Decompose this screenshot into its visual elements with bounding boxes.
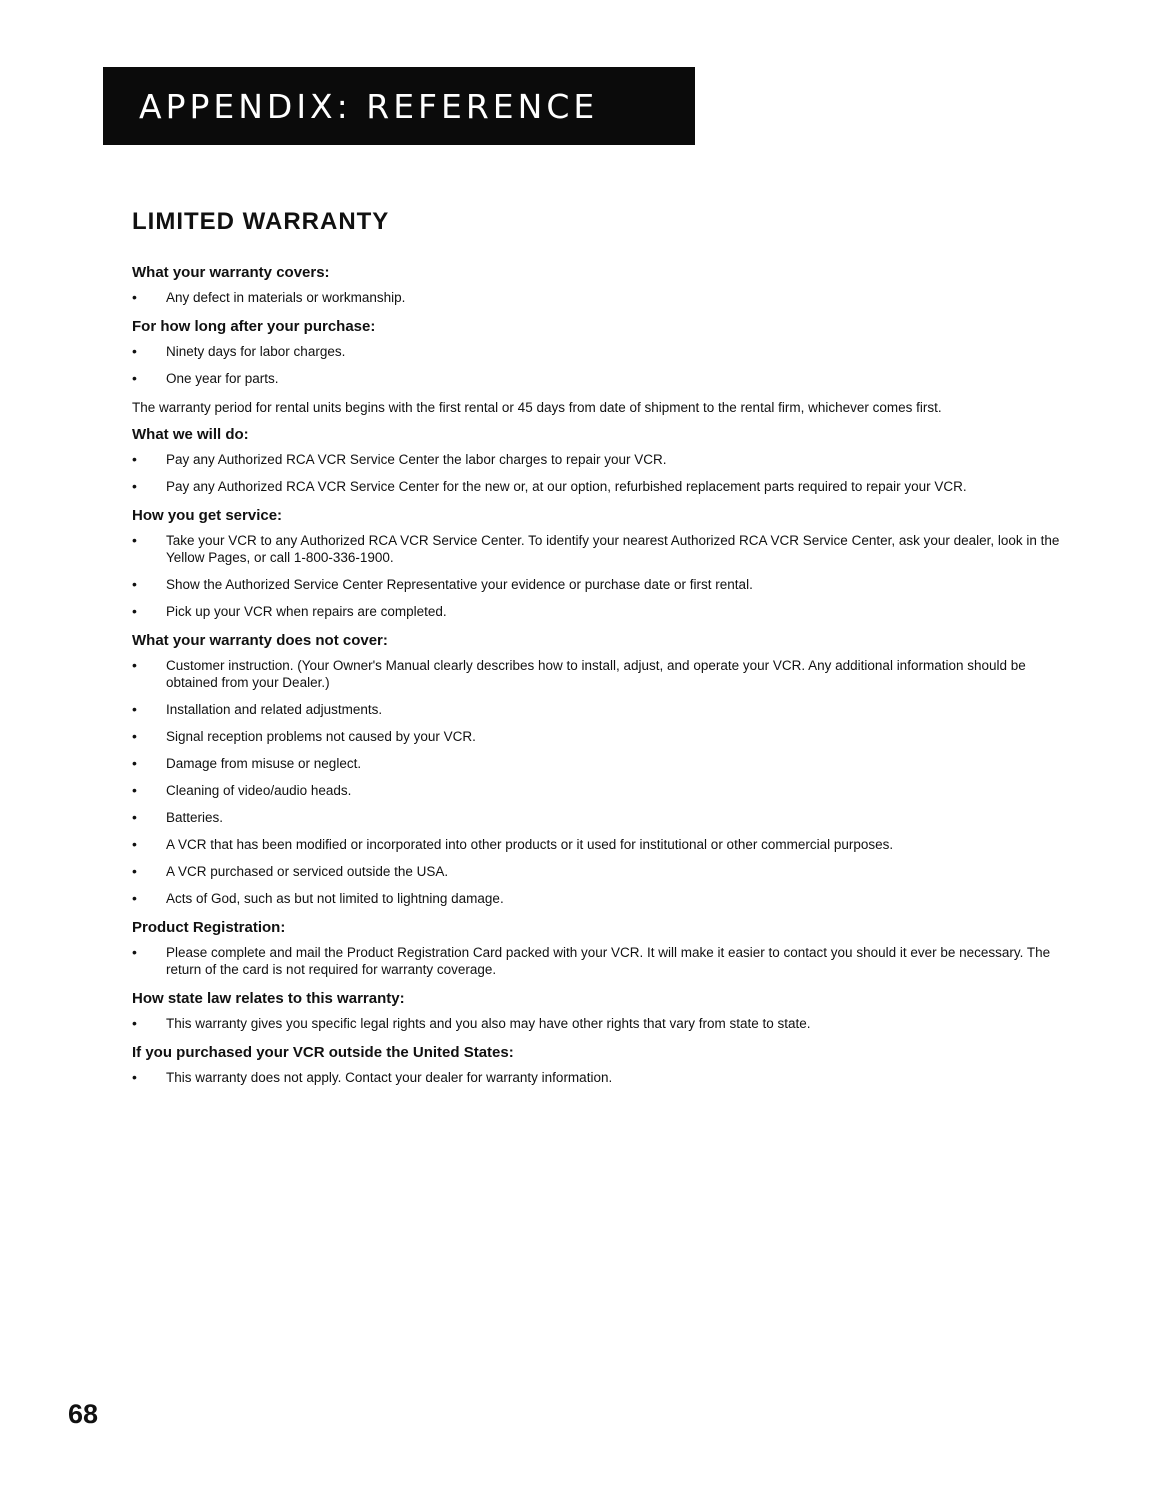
list-item: • Cleaning of video/audio heads. [132,782,1080,799]
bullet-list [132,343,1080,387]
bullet-list [132,289,1080,306]
list-item: • Customer instruction. (Your Owner's Manual clearly describes how to install, adjust, and operate your VCR. Any additional information should be obtained from your Dealer.) [132,657,1080,691]
list-item: • Pay any Authorized RCA VCR Service Center the labor charges to repair your VCR. [132,451,1080,468]
list-item: • Signal reception problems not caused by your VCR. [132,728,1080,745]
section-get-service [132,507,1080,620]
section-registration [132,919,1080,978]
bullet-list [132,451,1080,495]
list-item: • Pick up your VCR when repairs are completed. [132,603,1080,620]
section-what-we-do [132,426,1080,495]
bullet-list [132,1069,1080,1086]
section-outside-us [132,1044,1080,1086]
appendix-header-banner [103,67,695,145]
section-heading: If you purchased your VCR outside the United States: [132,1044,514,1061]
section-heading: Product Registration: [132,919,286,936]
section-heading: What your warranty covers: [132,264,330,281]
section-heading: What we will do: [132,426,249,443]
list-item: • Installation and related adjustments. [132,701,1080,718]
section-heading: How you get service: [132,507,283,524]
list-item: • This warranty gives you specific legal rights and you also may have other rights that vary from state to state. [132,1015,1080,1032]
list-item: • Show the Authorized Service Center Representative your evidence or purchase date or first rental. [132,576,1080,593]
list-item: • Acts of God, such as but not limited to lightning damage. [132,890,1080,907]
list-item: • Take your VCR to any Authorized RCA VCR Service Center. To identify your nearest Authorized RCA VCR Service Center, ask your dealer, look in the Yellow Pages, or call 1-800-336-1900. [132,532,1080,566]
list-item: • This warranty does not apply. Contact your dealer for warranty information. [132,1069,1080,1086]
bullet-list [132,1015,1080,1032]
list-item: • Damage from misuse or neglect. [132,755,1080,772]
list-item: • Please complete and mail the Product Registration Card packed with your VCR. It will make it easier to contact you should it ever be necessary. The return of the card is not required for warranty coverage. [132,944,1080,978]
appendix-header-title: APPENDIX: REFERENCE [139,86,599,126]
list-item: • A VCR that has been modified or incorporated into other products or it used for institutional or other commercial purposes. [132,836,1080,853]
section-not-covered [132,632,1080,907]
section-heading: How state law relates to this warranty: [132,990,405,1007]
section-duration [132,318,1080,387]
document-body [132,208,1080,1098]
document-title: LIMITED WARRANTY [132,208,390,235]
list-item: • Ninety days for labor charges. [132,343,1080,360]
list-item: • A VCR purchased or serviced outside the USA. [132,863,1080,880]
list-item: • Batteries. [132,809,1080,826]
section-heading: What your warranty does not cover: [132,632,388,649]
section-coverage [132,264,1080,306]
rental-period-paragraph: The warranty period for rental units begins with the first rental or 45 days from date of shipment to the rental firm, whichever comes first. [132,400,942,415]
page-number: 68 [68,1399,99,1429]
list-item: • One year for parts. [132,370,1080,387]
bullet-list [132,532,1080,620]
list-item: • Pay any Authorized RCA VCR Service Center for the new or, at our option, refurbished replacement parts required to repair your VCR. [132,478,1080,495]
list-item: • Any defect in materials or workmanship. [132,289,1080,306]
section-state-law [132,990,1080,1032]
bullet-list [132,657,1080,907]
bullet-list [132,944,1080,978]
section-heading: For how long after your purchase: [132,318,376,335]
